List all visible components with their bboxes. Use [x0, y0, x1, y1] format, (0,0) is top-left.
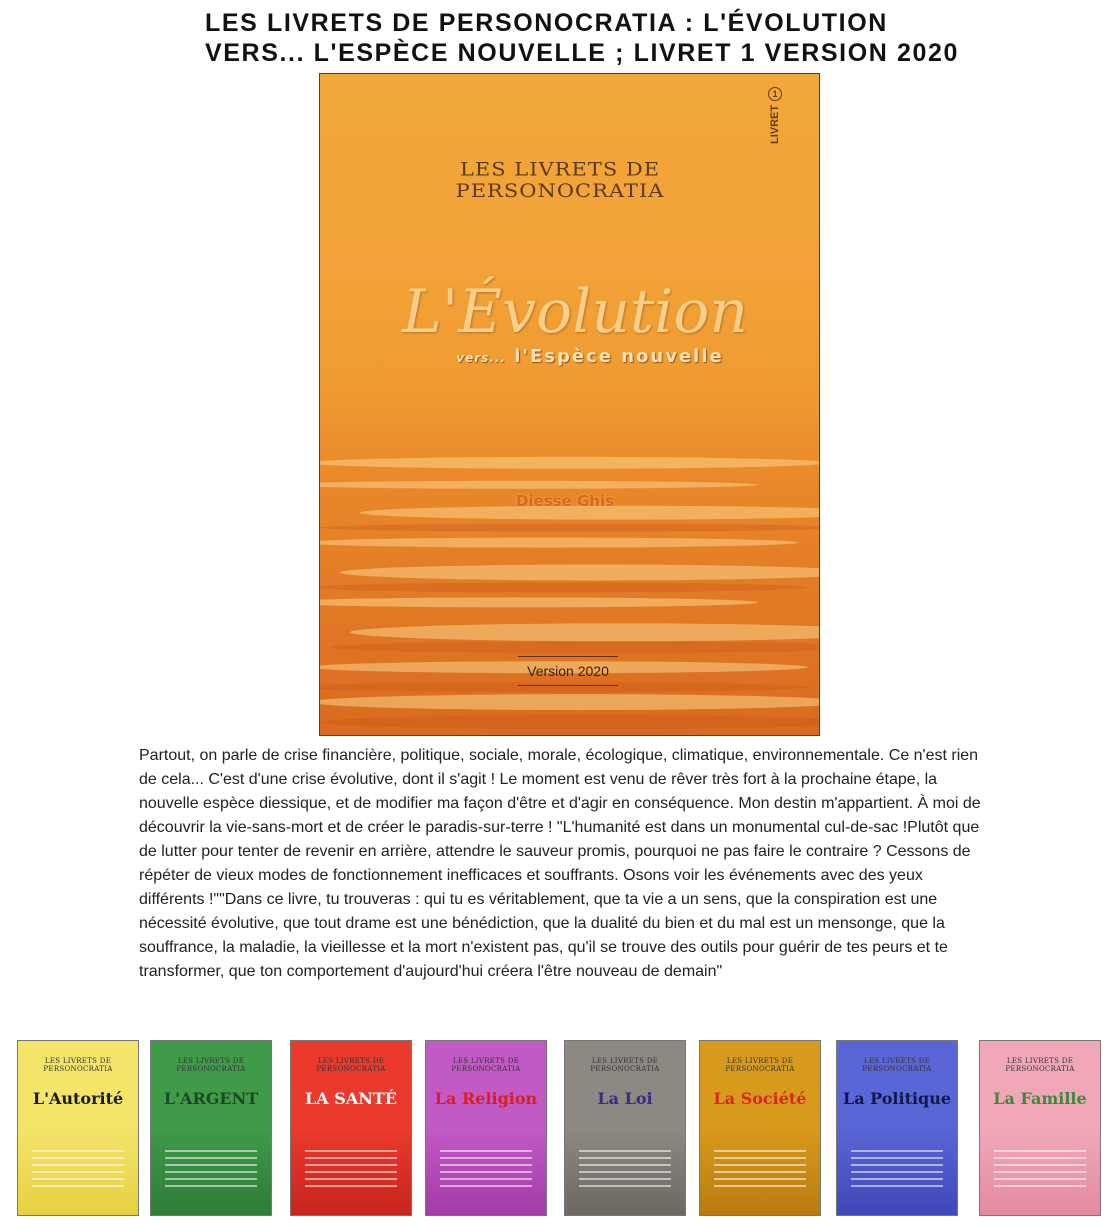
- related-book-cloud-streaks: [440, 1145, 532, 1192]
- related-book-title: La Société: [713, 1089, 807, 1108]
- page-title: LES LIVRETS DE PERSONOCRATIA : L'ÉVOLUTION VERS... L'ESPÈCE NOUVELLE ; LIVRET 1 VERSION 2020: [205, 9, 959, 67]
- related-book-series: LES LIVRETS DE PERSONOCRATIA: [43, 1057, 113, 1073]
- related-book-thumbnail[interactable]: [425, 1040, 547, 1216]
- related-book-title: L'ARGENT: [163, 1089, 259, 1108]
- related-book-cloud-streaks: [165, 1145, 257, 1192]
- related-book-title: La Loi: [597, 1089, 653, 1108]
- cover-book-title: L'Évolution: [401, 277, 749, 347]
- cover-series-title: LES LIVRETS DE PERSONOCRATIA: [455, 158, 665, 202]
- cover-book-subtitle: [390, 346, 790, 367]
- related-book-thumbnail[interactable]: [17, 1040, 139, 1216]
- related-book-series: LES LIVRETS DE PERSONOCRATIA: [1005, 1057, 1075, 1073]
- related-book-title: LA SANTÉ: [305, 1089, 397, 1108]
- related-book-cloud-streaks: [714, 1145, 806, 1192]
- related-book-series: LES LIVRETS DE PERSONOCRATIA: [316, 1057, 386, 1073]
- related-book-title: La Religion: [434, 1089, 538, 1108]
- related-book-series: LES LIVRETS DE PERSONOCRATIA: [451, 1057, 521, 1073]
- related-book-title: La Famille: [993, 1089, 1087, 1108]
- related-book-cloud-streaks: [994, 1145, 1086, 1192]
- related-book-series: LES LIVRETS DE PERSONOCRATIA: [176, 1057, 246, 1073]
- related-book-title: La Politique: [842, 1089, 952, 1108]
- related-book-cloud-streaks: [851, 1145, 943, 1192]
- cover-author: Diesse Ghis: [515, 492, 615, 510]
- related-book-cloud-streaks: [305, 1145, 397, 1192]
- cover-livret-label: [768, 87, 782, 144]
- cover-livret-text: LIVRET: [769, 104, 781, 144]
- book-cover-image[interactable]: [319, 73, 820, 736]
- book-description: Partout, on parle de crise financière, politique, sociale, morale, écologique, climatique, environnementale. Ce n'est rien de cela... C'est d'une crise évolutive, dont il s'agit ! Le moment est venu de rêver très fort à la prochaine étape, la nouvelle espèce diessique, et de modifier ma façon d'être et d'agir en conséquence. Mon destin m'appartient. À moi de découvrir la vie-sans-mort et de créer le paradis-sur-terre ! "L'humanité est dans un monumental cul-de-sac !Plutôt que de lutter pour tenter de revenir en arrière, attendre le sauveur promis, pourquoi ne pas faire le contraire ? Cessons de répéter de vieux modes de fonctionnement inefficaces et souffrants. Osons voir les événements avec des yeux différents !""Dans ce livre, tu trouveras : qui tu es véritablement, que ta vie a un sens, que la conspiration est une nécessité évolutive, que tout drame est une bénédiction, que la dualité du bien et du mal est un mensonge, que la souffrance, la maladie, la vieillesse et la mort n'existent pas, qu'il se trouve des outils pour guérir de tes peurs et te transformer, que ton comportement d'aujourd'hui créera l'être nouveau de demain": [139, 747, 981, 980]
- related-book-thumbnail[interactable]: [699, 1040, 821, 1216]
- related-book-thumbnail[interactable]: [564, 1040, 686, 1216]
- related-book-thumbnail[interactable]: [979, 1040, 1101, 1216]
- related-book-thumbnail[interactable]: [150, 1040, 272, 1216]
- cover-subtitle-prefix: vers...: [456, 351, 506, 365]
- related-book-series: LES LIVRETS DE PERSONOCRATIA: [725, 1057, 795, 1073]
- related-book-cloud-streaks: [579, 1145, 671, 1192]
- related-book-series: LES LIVRETS DE PERSONOCRATIA: [590, 1057, 660, 1073]
- related-book-thumbnail[interactable]: [290, 1040, 412, 1216]
- related-book-series: LES LIVRETS DE PERSONOCRATIA: [862, 1057, 932, 1073]
- cover-version: Version 2020: [518, 656, 618, 686]
- related-book-thumbnail[interactable]: [836, 1040, 958, 1216]
- related-book-title: L'Autorité: [32, 1089, 124, 1108]
- cover-livret-number: 1: [768, 87, 782, 101]
- related-book-cloud-streaks: [32, 1145, 124, 1192]
- related-books-list: [17, 1040, 1107, 1218]
- cover-subtitle-text: l'Espèce nouvelle: [514, 346, 724, 367]
